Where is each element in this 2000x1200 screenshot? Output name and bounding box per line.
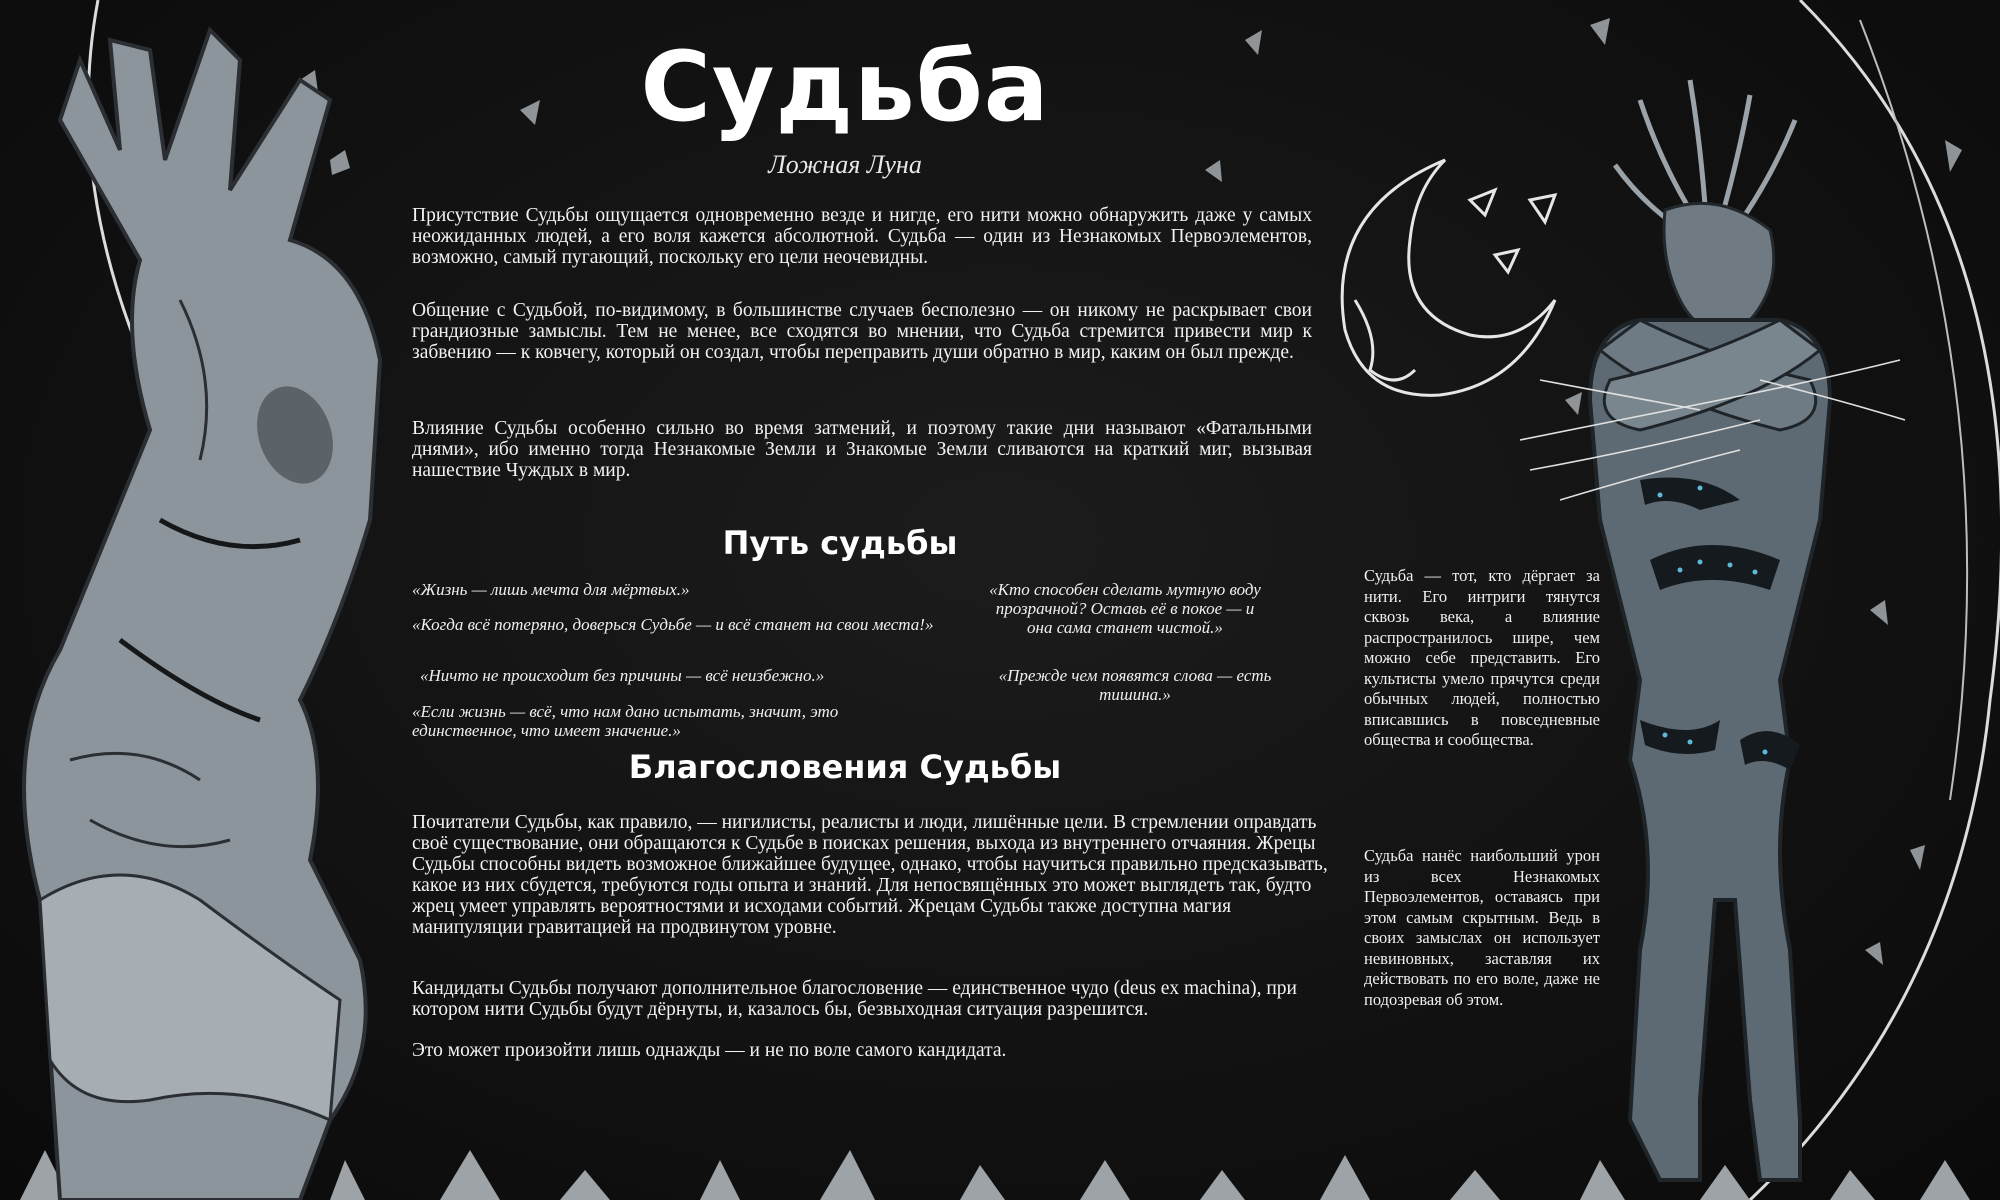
page-title: Судьба xyxy=(640,31,1050,143)
quote: «Ничто не происходит без причины — всё неизбежно.» xyxy=(420,666,825,685)
quote: «Когда всё потеряно, доверься Судьбе — и всё станет на свои места!» xyxy=(412,615,934,634)
intro-paragraph: Общение с Судьбой, по-видимому, в большинстве случаев бесполезно — он никому не раскрывает свои грандиозные замыслы. Тем не менее, все сходятся во мнении, что Судьба стремится привести мир к забвению — к ковчегу, который он создал, чтобы переправить души обратно в мир, каким он был прежде. xyxy=(412,300,1312,363)
quote: «Кто способен сделать мутную воду прозрачной? Оставь её в покое — и она сама станет чистой.» xyxy=(989,580,1261,637)
blessings-paragraph: Почитатели Судьбы, как правило, — нигилисты, реалисты и люди, лишённые цели. В стремлении оправдать своё существование, они обращаются к Судьбе в поисках решения, выхода из внутреннего отчаяния. Жрецы Судьбы способны видеть возможное ближайшее будущее, однако, чтобы научиться правильно предсказывать, какое из них сбудется, требуются годы опыта и знаний. Для непосвящённых это может выглядеть так, будто жрец умеет управлять вероятностями и исходами событий. Жрецам Судьбы также доступна магия манипуляции гравитацией на продвинутом уровне. xyxy=(412,812,1328,938)
tree-creature-illustration xyxy=(24,30,380,1200)
blessings-paragraph: Кандидаты Судьбы получают дополнительное благословение — единственное чудо (deus ex machina), при котором нити Судьбы будут дёрнуты, и, казалось бы, безвыходная ситуация разрешится. xyxy=(412,978,1297,1020)
quote: «Прежде чем появятся слова — есть тишина.» xyxy=(998,666,1272,704)
path-heading: Путь судьбы xyxy=(722,524,958,562)
side-note: Судьба — тот, кто дёргает за нити. Его интриги тянутся сквозь века, а влияние распространилось шире, чем можно себе представить. Его культисты умело прячутся среди обычных людей, полностью вписавшись в повседневные общества и сообщества. xyxy=(1364,566,1600,749)
intro-paragraph: Влияние Судьбы особенно сильно во время затмений, и поэтому такие дни называют «Фатальными днями», ибо именно тогда Незнакомые Земли и Знакомые Земли сливаются на краткий миг, вызывая нашествие Чуждых в мир. xyxy=(412,418,1312,481)
crescent-moon-skull-icon xyxy=(1342,160,1555,395)
quote: «Жизнь — лишь мечта для мёртвых.» xyxy=(412,580,690,599)
side-note: Судьба нанёс наибольший урон из всех Незнакомых Первоэлементов, оставаясь при этом самым скрытным. Ведь в своих замыслах он использует невиновных, заставляя их действовать по его воле, даже не подозревая об этом. xyxy=(1364,846,1600,1009)
quote: «Если жизнь — всё, что нам дано испытать, значит, это единственное, что имеет значение.» xyxy=(412,702,839,740)
blessings-heading: Благословения Судьбы xyxy=(628,748,1062,786)
page-subtitle: Ложная Луна xyxy=(768,150,922,179)
intro-paragraph: Присутствие Судьбы ощущается одновременно везде и нигде, его нити можно обнаружить даже у самых неожиданных людей, а его воля кажется абсолютной. Судьба — один из Незнакомых Первоэлементов, возможно, самый пугающий, поскольку его цели неочевидны. xyxy=(412,205,1312,268)
blessings-paragraph: Это может произойти лишь однажды — и не по воле самого кандидата. xyxy=(412,1040,1007,1061)
